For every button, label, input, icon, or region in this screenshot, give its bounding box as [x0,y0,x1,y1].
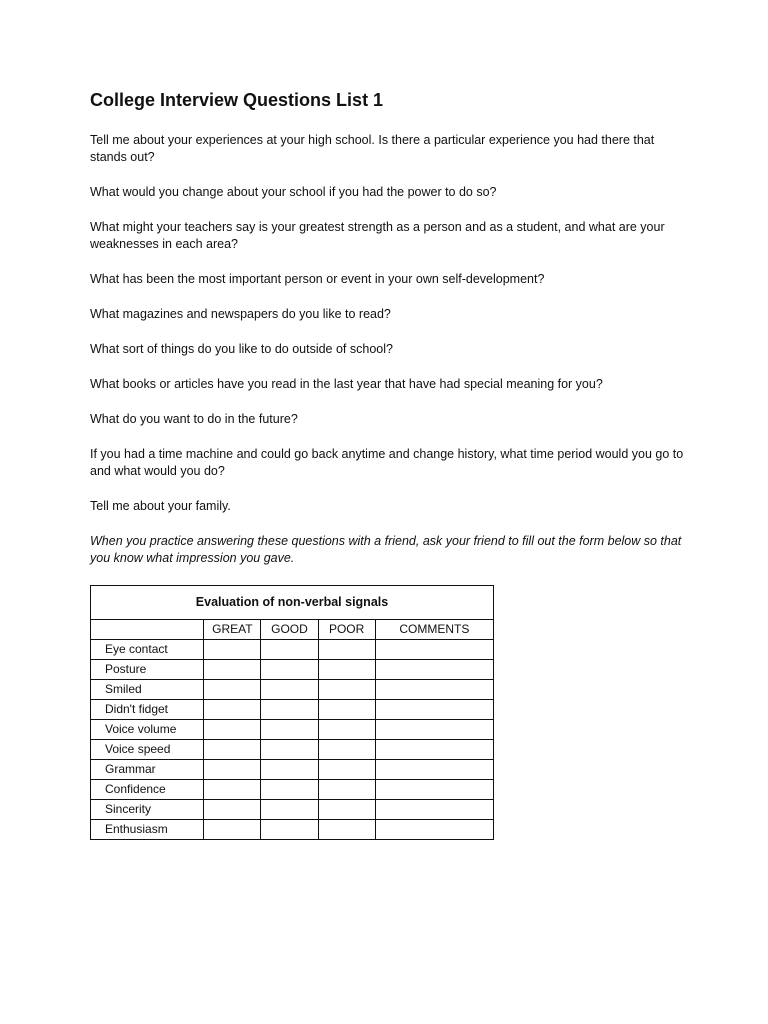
poor-cell[interactable] [318,819,375,839]
comments-cell[interactable] [375,639,493,659]
column-header-poor: POOR [318,619,375,639]
question-4: What has been the most important person or event in your own self-development? [90,271,545,286]
row-label: Eye contact [91,639,204,659]
question-3: What might your teachers say is your greatest strength as a person and as a student, and what are your weaknesses in each area? [90,219,665,251]
good-cell[interactable] [261,679,318,699]
comments-cell[interactable] [375,659,493,679]
great-cell[interactable] [204,779,261,799]
question-10: Tell me about your family. [90,498,231,513]
poor-cell[interactable] [318,739,375,759]
table-row [91,719,494,739]
good-cell[interactable] [261,719,318,739]
great-cell[interactable] [204,639,261,659]
document-page [90,90,690,840]
question-5: What magazines and newspapers do you like to read? [90,306,391,321]
table-row [91,659,494,679]
table-row [91,759,494,779]
great-cell[interactable] [204,759,261,779]
question-9: If you had a time machine and could go back anytime and change history, what time period would you go to and what would you do? [90,446,684,478]
practice-note: When you practice answering these questions with a friend, ask your friend to fill out the form below so that you know what impression you gave. [90,533,682,565]
poor-cell[interactable] [318,799,375,819]
row-label: Didn't fidget [91,699,204,719]
column-header-blank [91,619,204,639]
row-label: Grammar [91,759,204,779]
row-label: Voice volume [91,719,204,739]
good-cell[interactable] [261,819,318,839]
comments-cell[interactable] [375,699,493,719]
great-cell[interactable] [204,819,261,839]
table-row [91,739,494,759]
comments-cell[interactable] [375,819,493,839]
row-label: Confidence [91,779,204,799]
question-7: What books or articles have you read in the last year that have had special meaning for you? [90,376,603,391]
row-label: Voice speed [91,739,204,759]
table-row [91,699,494,719]
great-cell[interactable] [204,659,261,679]
comments-cell[interactable] [375,759,493,779]
table-row [91,779,494,799]
great-cell[interactable] [204,679,261,699]
good-cell[interactable] [261,659,318,679]
poor-cell[interactable] [318,759,375,779]
comments-cell[interactable] [375,739,493,759]
good-cell[interactable] [261,699,318,719]
great-cell[interactable] [204,799,261,819]
good-cell[interactable] [261,759,318,779]
table-row [91,799,494,819]
good-cell[interactable] [261,739,318,759]
table-row [91,819,494,839]
comments-cell[interactable] [375,679,493,699]
poor-cell[interactable] [318,719,375,739]
poor-cell[interactable] [318,779,375,799]
table-row [91,679,494,699]
row-label: Sincerity [91,799,204,819]
column-header-great: GREAT [204,619,261,639]
good-cell[interactable] [261,799,318,819]
question-8: What do you want to do in the future? [90,411,298,426]
row-label: Smiled [91,679,204,699]
poor-cell[interactable] [318,679,375,699]
table-header-row [91,619,494,639]
great-cell[interactable] [204,719,261,739]
good-cell[interactable] [261,639,318,659]
comments-cell[interactable] [375,799,493,819]
good-cell[interactable] [261,779,318,799]
comments-cell[interactable] [375,779,493,799]
question-1: Tell me about your experiences at your high school. Is there a particular experience you had there that stands out? [90,132,655,164]
column-header-comments: COMMENTS [375,619,493,639]
great-cell[interactable] [204,699,261,719]
column-header-good: GOOD [261,619,318,639]
question-2: What would you change about your school if you had the power to do so? [90,184,497,199]
poor-cell[interactable] [318,659,375,679]
row-label: Posture [91,659,204,679]
evaluation-table [90,585,494,840]
great-cell[interactable] [204,739,261,759]
row-label: Enthusiasm [91,819,204,839]
poor-cell[interactable] [318,699,375,719]
poor-cell[interactable] [318,639,375,659]
table-caption: Evaluation of non-verbal signals [91,585,494,619]
page-title: College Interview Questions List 1 [90,90,384,110]
table-row [91,639,494,659]
question-6: What sort of things do you like to do outside of school? [90,341,393,356]
comments-cell[interactable] [375,719,493,739]
